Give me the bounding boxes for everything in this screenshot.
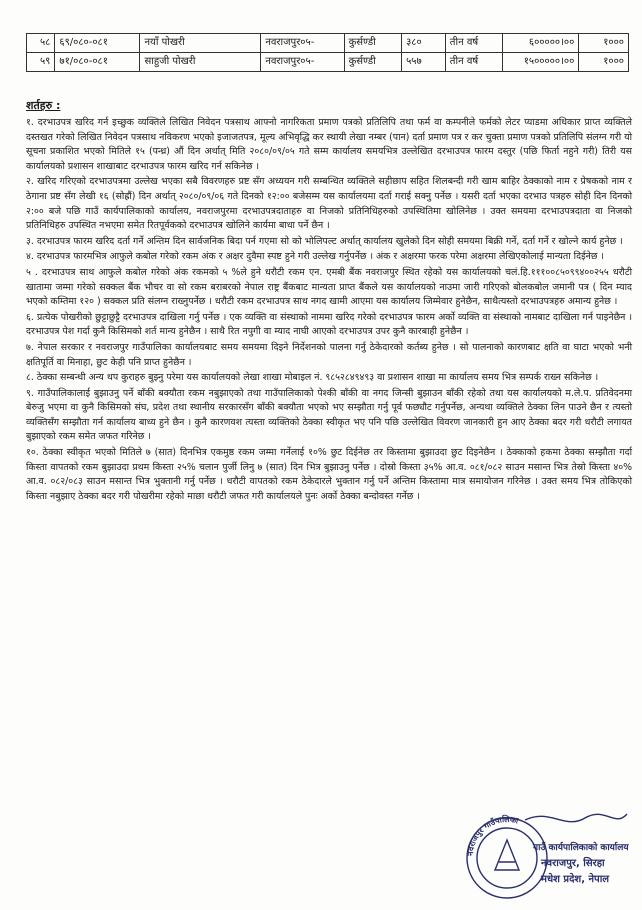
pond-table xyxy=(26,33,629,72)
fee-cell: १००० xyxy=(579,34,629,53)
office-seal xyxy=(455,800,635,900)
seal-line-4: मधेश प्रदेश, नेपाल xyxy=(541,874,610,885)
ward-cell: कुर्सण्डी xyxy=(344,34,402,53)
table-row xyxy=(27,53,629,72)
terms-heading: शर्तहरु : xyxy=(26,99,61,112)
duration-cell: तीन वर्ष xyxy=(445,34,503,53)
term-3: ३. दरभाउपत्र फारम खरिद दर्ता गर्ने अन्तिम दिन सार्वजनिक बिदा पर्न गएमा सो को भोलिपल्ट अर्थात् कार्यालय खुलेको दिन सोही समयमा बिक्री गर्ने, दर्ता गर्ने र खोल्ने कार्य हुनेछ । xyxy=(26,235,623,247)
location-cell: नवराजपुर०५- xyxy=(261,34,344,53)
term-5: ५ . दरभाउपत्र साथ आफुले कबोल गरेको अंक रकमको ५ %ले हुने धरौटी रकम एन. एमबी बैंक नवराजपुर स्थित रहेको यस कार्यालयको चलं.हि.१११००८५०९९४००२५५ धरौटी खातामा जम्मा गरेको सक्कल बैंक भौचर वा सो रकम बराबरको नेपाल राष्ट्र बैंकबाट मान्यता प्राप्त बैंकले यस कार्यालयको नाउमा जारी गरिएको बोलकबोल जमानी पत्र ( दिन म्याद भएको कम्तिमा १२० ) सक्कल प्रति संलग्न राख्नुपर्नेछ । धरौटी रकम दरभाउपत्र साथ नगद खामी आएमा यस कार्यालय जिम्मेवार हुनेछैन, साथैत्यस्तो दरभाउपत्रहरु अमान्य हुनेछ । xyxy=(26,266,633,308)
seal-emblem xyxy=(495,840,519,870)
seal-line-3: नवराजपुर, सिरहा xyxy=(541,858,605,869)
area-cell: ५५७ xyxy=(402,53,446,72)
amount-cell: १५०००००।०० xyxy=(503,53,579,72)
term-10: १०. ठेक्का स्वीकृत भएको मितिले ७ (सात) दिनभित्र एकमुष्ठ रकम जम्मा गर्नेलाई १०% छुट दिईनेछ तर किस्तामा बुझाउदा छुट दिइनेछैन । ठेक्काको हकमा ठेक्का सम्झौता गर्दा किस्ता वापतको रकम बुझाउदा प्रथम किस्ता २५% चलान पुर्जी लिनु ७ (सात) दिन भित्र बुझाउनु पर्नेछ । दोस्रो किस्ता ३५% आ.व. ०८१/०८२ साउन मसान्त भित्र तेस्रो किस्ता ४०% आ.व. ०८२/०८३ साउन मसान्त भित्र भुक्तानी गर्नु पर्नेछ । धरौटी वापतको रकम ठेकेदारले भुक्तान गर्नु पर्ने अन्तिम किस्तामा मात्र समायोजन गरिनेछ । उक्त समय भित्र तोकिएको किस्ता नबुझाए ठेक्का बदर गरी पोखरीमा रहेको माछा धरौटी जफत गरी कार्यालयले पुनः अर्को ठेक्का बन्दोवस्त गर्नेछ । xyxy=(26,447,632,502)
seal-arc-text: नवराजपुर गाउँपालिका xyxy=(465,814,520,857)
terms-list xyxy=(26,116,632,505)
seal-line-2: गाउँ कार्यपालिकाको कार्यालय xyxy=(533,843,629,853)
term-6: ६. प्रत्येक पोखरीको छुट्टाछुट्टै दरभाउपत्र दाखिला गर्नु पर्नेछ । एक व्यक्ति वा संस्थाको नाममा खरिद गरेको दरभाउपत्र फारम अर्को व्यक्ति वा संस्थाको नामबाट दाखिला गर्न पाइनेछैन । दरभाउपत्र पेश गर्दा कुनै किसिमको शर्त मान्य हुनेछैन । साथै रित नपुगी वा म्याद नाघी आएको दरभाउपत्र उपर कुनै कारबाही हुनेछैन । xyxy=(26,311,632,338)
term-4: ४. दरभाउपत्र फारमभित्र आफुले कबोल गरेको रकम अंक र अक्षर दुवैमा स्पष्ट हुने गरी उल्लेख गर्नुपर्नेछ । अंक र अक्षरमा फरक परेमा अक्षरमा लेखिएकोलाई मान्यता दिईनेछ । xyxy=(26,251,604,263)
location-cell: नवराजपुर०५- xyxy=(261,53,344,72)
fee-cell: १००० xyxy=(579,53,629,72)
pond-name-cell: साहुजी पोखरी xyxy=(140,53,261,72)
amount-cell: ६०००००।०० xyxy=(503,34,579,53)
serial-cell: ५९ xyxy=(27,53,55,72)
duration-cell: तीन वर्ष xyxy=(445,53,503,72)
area-cell: ३८० xyxy=(402,34,446,53)
serial-cell: ५८ xyxy=(27,34,55,53)
term-2: २. खरिद गरिएको दरभाउपत्रमा उल्लेख भएका सबै विवरणहरु प्रष्ट सँग अध्ययन गरी सम्बन्धित व्यक्तिले सहीछाप सहित शिलबन्दी गरी खाम बाहिर ठेक्काको नाम र प्रेषकको नाम र ठेगाना प्रष्ट सँग लेखी १६ (सोह्रौं) दिन अर्थात् २०८०/०९/०६ गते दिनको १२:०० बजेसम्म यस कार्यालयमा दर्ता गराई सक्नु पर्नेछ । यसरी दर्ता भएका दरभाउ पत्रहरु सोही दिन दिनको २:०० बजे पछि गाउँ कार्यपालिकाको कार्यालय, नवराजपुरमा दरभाउपत्रदाताहरु वा निजको प्रतिनिधिहरुको उपस्थितिमा खोलिनेछ । उक्त समयमा दरभाउपत्रदाता वा निजको प्रतिनिधिहरु उपस्थित नभएमा समेत रितपूर्वकको दरभाउपत्र खोलिने कार्यमा बाधा पर्ने छैन । xyxy=(26,176,632,232)
ward-cell: कुर्सण्डी xyxy=(344,53,402,72)
pond-name-cell: नयाँ पोखरी xyxy=(140,34,261,53)
seal-ring-inner xyxy=(477,828,537,888)
term-9: ९. गाउँपालिकालाई बुझाउनु पर्ने बाँकी बक्यौता रकम नबुझाएको तथा गाउँपालिकाको पेश्की बाँकी वा नगद जिन्सी बुझाउन बाँकी रहेको तथा यस कार्यालयको म.ले.प. प्रतिवेदनमा बेरुजु भएमा वा कुनै किसिमको संघ, प्रदेश तथा स्थानीय सरकारसँग बाँकी बक्यौता भएको भए सम्झौता गर्नु पूर्व फछ्यौट गर्नुपर्नेछ, अन्यथा व्यक्तिले ठेक्का लिन पाउने छैन र त्यस्तो व्यक्तिसँग सम्झौता गर्न कार्यालय बाध्य हुने छैन । कुनै कारणवश त्यस्ता व्यक्तिको ठेक्का स्वीकृत भए पनि पछि उल्लेखित विवरण जानकारी हुन आए ठेक्का बदर गरी धरौटी लगायत बुझाएको रकम समेत जफत गरिनेछ । xyxy=(26,387,632,443)
term-1: १. दरभाउपत्र खरिद गर्न इच्छुक व्यक्तिले लिखित निवेदन पत्रसाथ आफ्नो नागरिकता प्रमाण पत्रको प्रतिलिपि तथा फर्म वा कम्पनीले फर्मको लेटर प्याडमा अधिकार प्राप्त व्यक्तिले दस्तखत गरेको लिखित निवेदन पत्रसाथ नविकरण भएको इजाजतपत्र, मूल्य अभिवृद्धि कर स्थायी लेखा नम्बर (पान) दर्ता प्रमाण पत्र र कर चुक्ता प्रमाण पत्रको प्रतिलिपि संलग्न गरी यो सूचना प्रकाशित भएको मितिले १५ (पन्ध्र) औं दिन अर्थात् मिति २०८०/०९/०५ गते सम्म कार्यालय समयभित्र उल्लेखित दरभाउपत्र फारम दस्तुर (पछि फिर्ता नहुने गरी) तिरी यस कार्यालयको प्रशासन शाखाबाट दरभाउपत्र फारम खरिद गर्न सकिनेछ । xyxy=(26,117,632,172)
signature-stroke xyxy=(525,814,627,822)
code-cell: ६९/०८०-०८१ xyxy=(55,34,140,53)
term-7: ७. नेपाल सरकार र नवराजपुर गाउँपालिका कार्यालयबाट समय समयमा दिइने निर्देशनको पालना गर्नु ठेकेदारको कर्तब्य हुनेछ । सो पालनाको कारणबाट क्षति वा घाटा भएको भनी क्षतिपूर्ति वा मिनाहा, छुट केही पनि प्राप्त हुनेछैन । xyxy=(26,341,632,368)
table-row xyxy=(27,34,629,53)
term-8: ८. ठेक्का सम्बन्धी अन्य थप कुराहरु बुझ्नु परेमा यस कार्यालयको लेखा शाखा मोबाइल नं. ९८५२८४९४९३ वा प्रशासन शाखा मा कार्यालय समय भित्र सम्पर्क राख्न सकिनेछ । xyxy=(26,372,599,384)
code-cell: ७१/०८०-०८१ xyxy=(55,53,140,72)
